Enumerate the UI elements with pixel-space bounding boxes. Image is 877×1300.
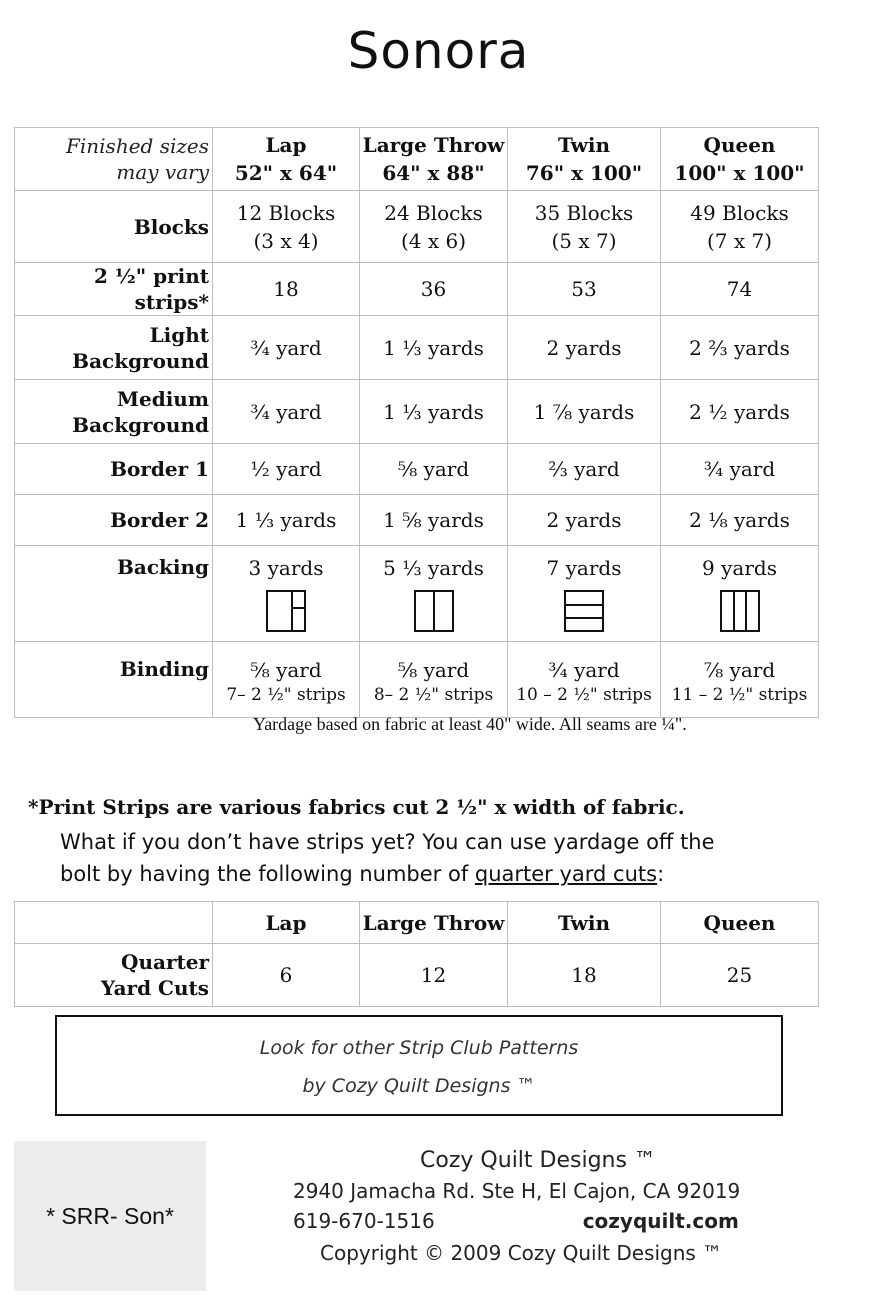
cell-value: 5 ⅓ yards — [383, 556, 484, 580]
col-name: Twin — [557, 133, 611, 157]
cell-line: (7 x 7) — [706, 228, 773, 253]
label-line: Light — [149, 322, 209, 347]
explanation-line-1: What if you don’t have strips yet? You can use yardage off the — [60, 830, 715, 854]
table-cell: 2 ⅔ yards — [661, 316, 819, 380]
col-size: 64" x 88" — [382, 161, 485, 185]
table-cell: ¾ yard — [661, 444, 819, 495]
table-cell: 1 ⅓ yards — [213, 495, 360, 546]
quarter-table-row — [15, 944, 819, 1007]
row-label: Border 2 — [15, 495, 213, 546]
backing-layout-diagram-large-throw — [414, 590, 454, 632]
table-cell: 2 yards — [508, 316, 661, 380]
website-link[interactable]: cozyquilt.com — [582, 1209, 739, 1233]
table-cell — [508, 642, 661, 718]
look-line-2: by Cozy Quilt Designs ™ — [302, 1075, 536, 1097]
cell-line: (5 x 7) — [551, 228, 617, 253]
col-name: Queen — [703, 133, 776, 157]
quarter-yard-cuts-underlined: quarter yard cuts — [474, 862, 658, 886]
note-line-2: may vary — [116, 160, 209, 184]
row-label: 2 ½" print strips* — [15, 263, 213, 316]
quarter-yard-cuts-table — [14, 901, 819, 1007]
label-line: Background — [72, 348, 209, 373]
col-header: Queen — [661, 902, 819, 944]
col-size: 76" x 100" — [525, 161, 643, 185]
col-header-large-throw — [360, 128, 508, 191]
col-header: Lap — [213, 902, 360, 944]
backing-layout-diagram-queen — [720, 590, 760, 632]
table-cell: 6 — [213, 944, 360, 1007]
col-header: Large Throw — [360, 902, 508, 944]
table-row-print-strips — [15, 263, 819, 316]
table-cell: 53 — [508, 263, 661, 316]
table-cell: 18 — [213, 263, 360, 316]
table-cell: ½ yard — [213, 444, 360, 495]
quarter-table-header-row — [15, 902, 819, 944]
cell-value: 3 yards — [248, 556, 324, 580]
col-header-queen — [661, 128, 819, 191]
sku-label: * SRR- Son* — [14, 1141, 206, 1291]
table-cell: 2 ⅛ yards — [661, 495, 819, 546]
table-cell: 1 ⅓ yards — [360, 380, 508, 444]
cell-sub: 11 – 2 ½" strips — [671, 685, 808, 705]
col-size: 100" x 100" — [674, 161, 805, 185]
table-row-border-2 — [15, 495, 819, 546]
col-size: 52" x 64" — [234, 161, 338, 185]
cell-value: ⅝ yard — [250, 658, 322, 682]
row-label — [15, 380, 213, 444]
table-cell — [213, 191, 360, 263]
table-cell: ⅔ yard — [508, 444, 661, 495]
finished-sizes-note — [15, 128, 213, 191]
cell-line: 24 Blocks — [384, 200, 483, 225]
table-cell — [360, 642, 508, 718]
col-name: Large Throw — [362, 133, 505, 157]
line-text: bolt by having the following number of — [60, 862, 475, 886]
other-patterns-box — [55, 1015, 783, 1116]
col-header: Twin — [508, 902, 661, 944]
row-label: Border 1 — [15, 444, 213, 495]
contact-block — [258, 1148, 858, 1265]
print-strips-heading: *Print Strips are various fabrics cut 2 ½" x width of fabric. — [28, 795, 685, 819]
table-cell: 1 ⅝ yards — [360, 495, 508, 546]
cell-line: (4 x 6) — [400, 228, 467, 253]
note-line-1: Finished sizes — [66, 134, 209, 158]
yardage-footnote: Yardage based on fabric at least 40" wide. All seams are ¼". — [253, 714, 687, 734]
table-cell: ⅝ yard — [360, 444, 508, 495]
cell-line: 35 Blocks — [534, 200, 634, 225]
backing-layout-diagram-twin — [564, 590, 604, 632]
line-text: : — [657, 862, 665, 886]
cell-line: 12 Blocks — [236, 200, 336, 225]
table-cell — [661, 642, 819, 718]
phone-web-line — [293, 1209, 858, 1233]
table-cell — [508, 546, 661, 642]
copyright: Copyright © 2009 Cozy Quilt Designs ™ — [320, 1241, 723, 1265]
backing-layout-diagram-lap — [266, 590, 306, 632]
cell-sub: 7– 2 ½" strips — [226, 685, 346, 705]
table-cell: ¾ yard — [213, 316, 360, 380]
table-cell — [360, 191, 508, 263]
table-cell — [661, 546, 819, 642]
table-cell: ¾ yard — [213, 380, 360, 444]
row-label: Blocks — [15, 191, 213, 263]
label-line: Yard Cuts — [100, 976, 209, 1000]
table-header-row — [15, 128, 819, 191]
cell-value: ⅞ yard — [703, 658, 776, 682]
table-cell: 74 — [661, 263, 819, 316]
table-cell: 18 — [508, 944, 661, 1007]
table-cell: 1 ⅓ yards — [360, 316, 508, 380]
table-cell: 2 ½ yards — [661, 380, 819, 444]
cell-value: 9 yards — [702, 556, 777, 580]
table-row-blocks — [15, 191, 819, 263]
label-line: Background — [72, 412, 209, 437]
row-label: Binding — [15, 642, 213, 718]
table-cell: 36 — [360, 263, 508, 316]
label-line: Medium — [116, 386, 209, 411]
table-row-binding — [15, 642, 819, 718]
col-header-lap — [213, 128, 360, 191]
table-row-backing — [15, 546, 819, 642]
print-strips-explanation — [60, 826, 715, 890]
table-cell: 12 — [360, 944, 508, 1007]
row-label — [15, 944, 213, 1007]
look-line-1: Look for other Strip Club Patterns — [259, 1037, 579, 1059]
explanation-line-2 — [60, 858, 715, 890]
table-cell — [213, 642, 360, 718]
table-cell — [661, 191, 819, 263]
row-label — [15, 316, 213, 380]
table-cell — [508, 191, 661, 263]
table-cell — [360, 546, 508, 642]
cell-sub: 10 – 2 ½" strips — [516, 685, 652, 705]
phone-number: 619-670-1516 — [293, 1209, 435, 1233]
cell-value: ¾ yard — [548, 658, 620, 682]
cell-value: ⅝ yard — [397, 658, 470, 682]
table-row-medium-background — [15, 380, 819, 444]
cell-value: 7 yards — [546, 556, 622, 580]
col-header-twin — [508, 128, 661, 191]
address: 2940 Jamacha Rd. Ste H, El Cajon, CA 92019 — [293, 1179, 741, 1203]
cell-sub: 8– 2 ½" strips — [373, 685, 494, 705]
row-label: Backing — [15, 546, 213, 642]
cell-line: (3 x 4) — [253, 228, 319, 253]
empty-corner-cell — [15, 902, 213, 944]
table-cell — [213, 546, 360, 642]
table-row-border-1 — [15, 444, 819, 495]
col-name: Lap — [265, 133, 307, 157]
label-line: Quarter — [121, 950, 209, 974]
fabric-requirements-table — [14, 127, 819, 718]
table-cell: 25 — [661, 944, 819, 1007]
table-row-light-background — [15, 316, 819, 380]
company-name: Cozy Quilt Designs ™ — [420, 1148, 656, 1173]
page-title: Sonora — [347, 22, 530, 80]
table-cell: 1 ⅞ yards — [508, 380, 661, 444]
cell-line: 49 Blocks — [690, 200, 789, 225]
table-cell: 2 yards — [508, 495, 661, 546]
